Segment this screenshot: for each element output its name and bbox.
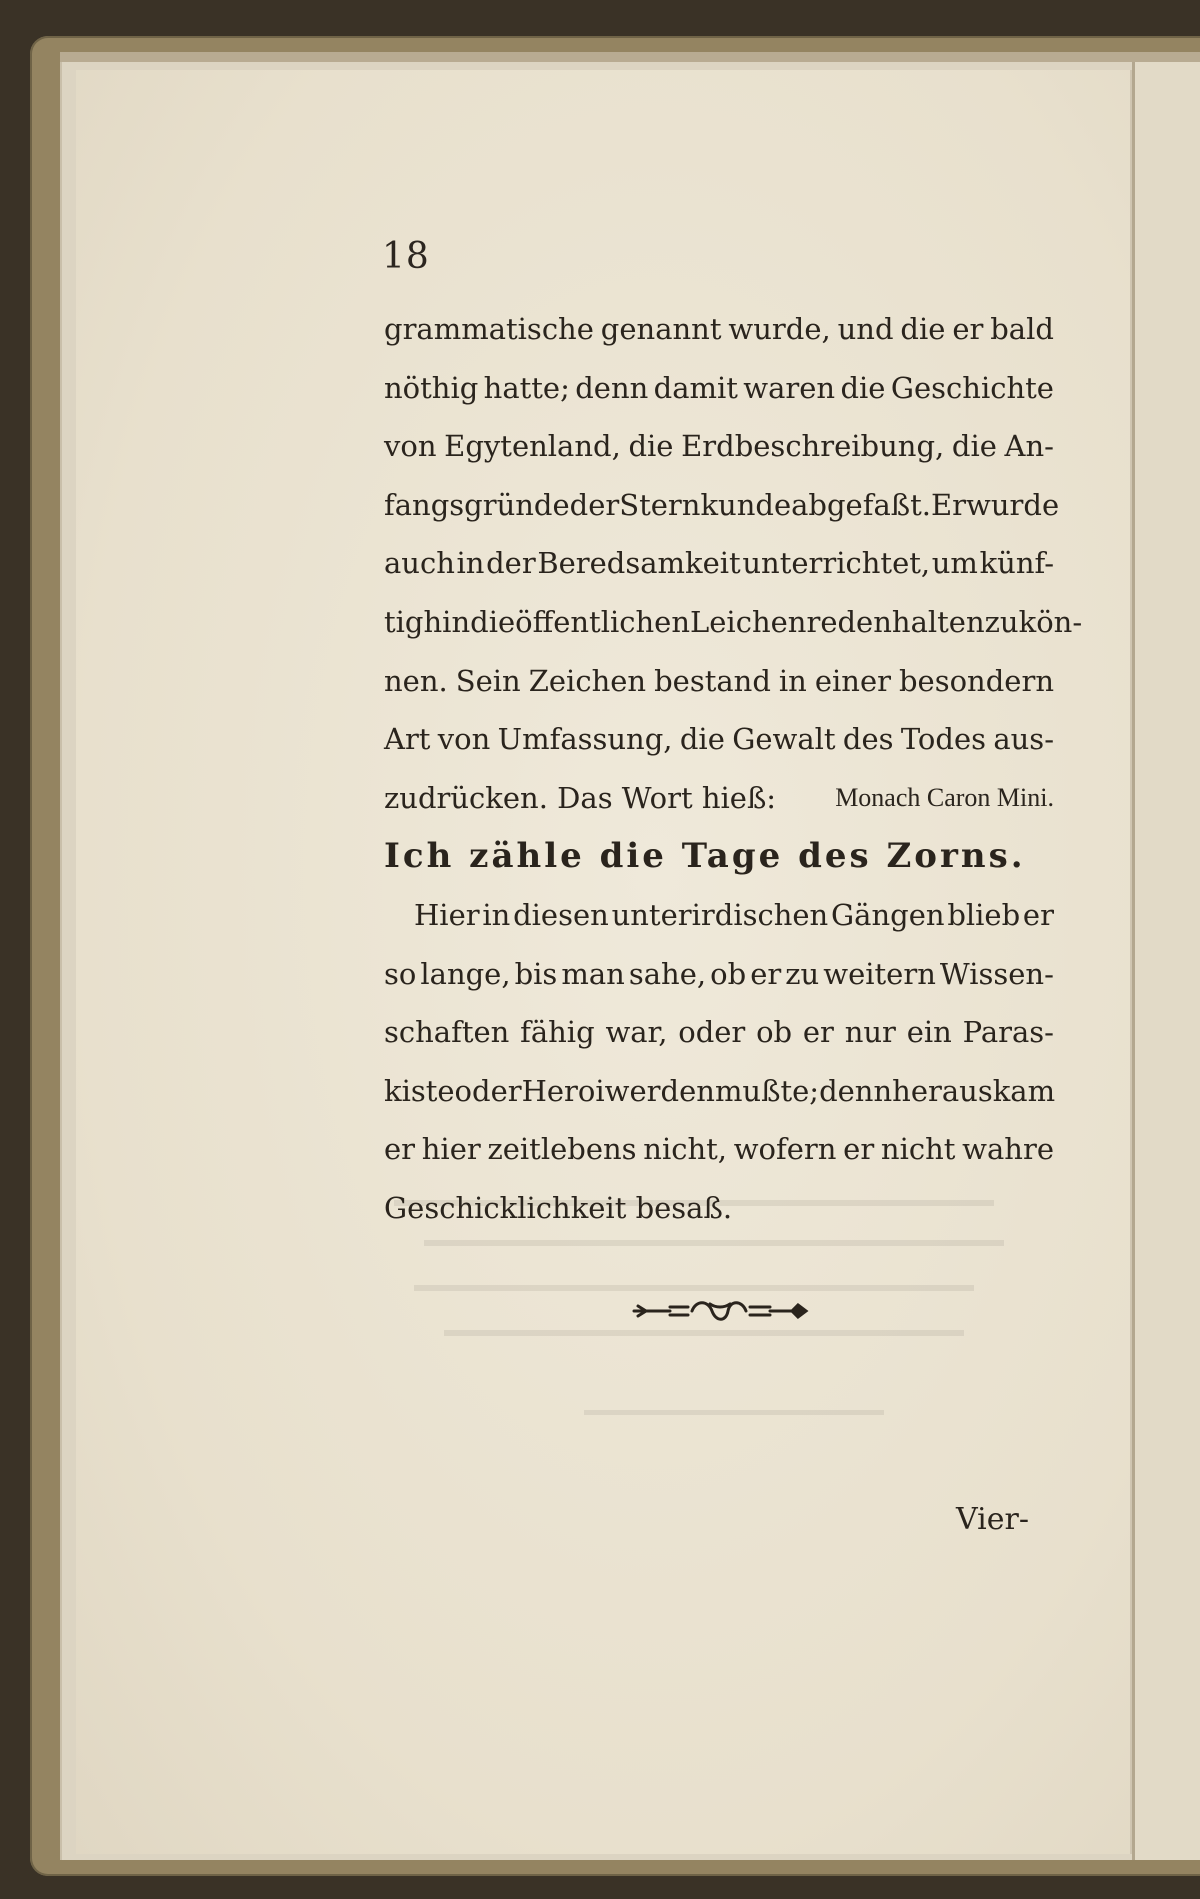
facing-page-edge	[1132, 62, 1200, 1860]
text-line: nöthig hatte; denn damit waren die Geschichte	[384, 370, 1054, 405]
text-line: auch in der Beredsamkeit unterrichtet, um künf-	[384, 546, 1054, 581]
latin-motto: Monach Caron Mini.	[835, 782, 1054, 812]
motto-line: Ich zähle die Tage des Zorns.	[384, 836, 1026, 877]
ornament-flourish-icon	[630, 1296, 810, 1326]
text-line: Art von Umfassung, die Gewalt des Todes aus-	[384, 722, 1054, 757]
text-line: kiste oder Heroi werden mußte; denn heraus kam	[384, 1073, 1056, 1108]
text-line: von Egytenland, die Erdbeschreibung, die An-	[384, 429, 1054, 464]
text-line: Hier in diesen unterirdischen Gängen blieb er	[414, 897, 1054, 932]
text-line: so lange, bis man sahe, ob er zu weitern Wissen-	[384, 956, 1054, 991]
text-line: grammatische genannt wurde, und die er bald	[384, 312, 1054, 346]
page-number: 18	[382, 236, 430, 277]
page-text	[384, 300, 1083, 1238]
text-segment: zudrücken. Das Wort hieß:	[384, 780, 777, 815]
text-line-with-latin	[384, 769, 1054, 828]
text-line: er hier zeitlebens nicht, wofern er nicht wahre	[384, 1132, 1054, 1167]
text-line: Geschicklichkeit besaß.	[384, 1190, 733, 1225]
text-line: schaften fähig war, oder ob er nur ein Paras-	[384, 1015, 1054, 1050]
text-line: fangsgründe der Sternkunde abgefaßt. Er wurde	[384, 487, 1060, 522]
catchword: Vier-	[956, 1502, 1029, 1537]
text-line: tighin die öffentlichen Leichenreden halten zu kön-	[384, 604, 1083, 639]
text-line: nen. Sein Zeichen bestand in einer besondern	[384, 663, 1054, 698]
cover-top-strip	[60, 52, 1200, 62]
